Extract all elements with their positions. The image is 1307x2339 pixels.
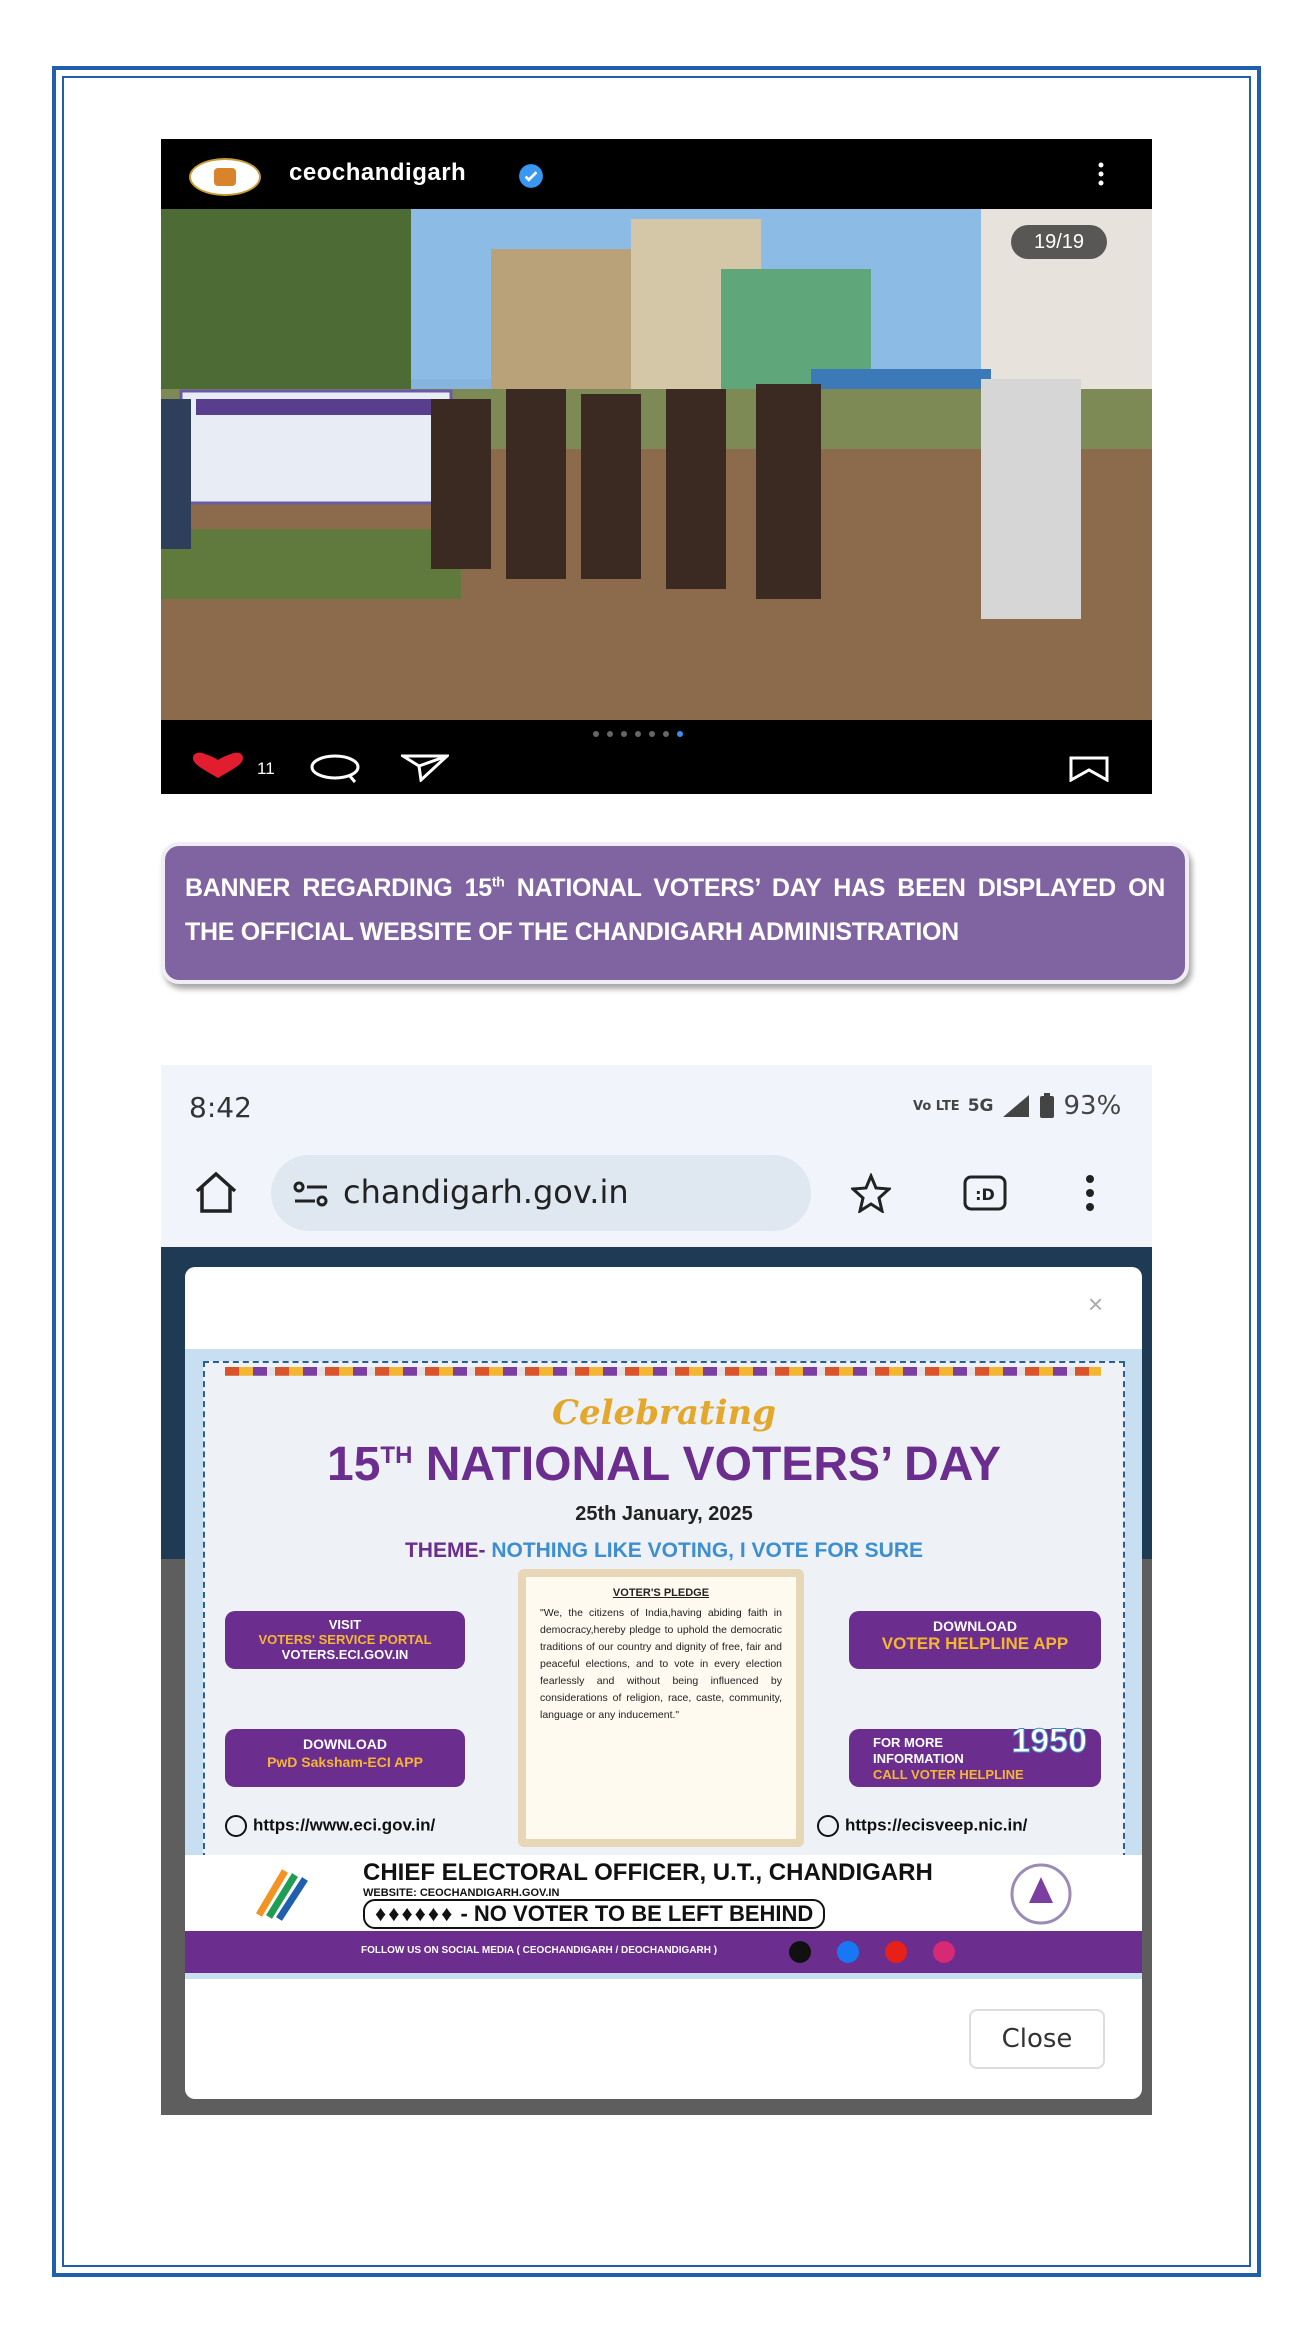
pledge-title: VOTER'S PLEDGE	[612, 1587, 710, 1599]
group-pledge-photo	[161, 209, 1152, 720]
slide-counter: 19/19	[1011, 225, 1107, 259]
instagram-post	[161, 139, 1152, 794]
eci-logo-icon	[251, 1865, 311, 1923]
voters-portal-pill: VISIT VOTERS' SERVICE PORTAL VOTERS.ECI.GOV.IN	[225, 1611, 465, 1669]
bunting-decoration	[225, 1367, 1101, 1389]
popup-modal	[185, 1267, 1142, 2099]
bookmark-star-icon[interactable]	[851, 1173, 891, 1213]
instagram-icon[interactable]	[933, 1941, 955, 1963]
share-icon[interactable]	[401, 754, 449, 782]
caption-text: BANNER REGARDING 15th NATIONAL VOTERS’ DAY HAS BEEN DISPLAYED ON THE OFFICIAL WEBSITE OF THE CHANDIGARH ADMINISTRATION	[185, 873, 1165, 946]
caption-box	[161, 842, 1189, 984]
x-icon[interactable]	[789, 1941, 811, 1963]
clock: 8:42	[189, 1091, 252, 1124]
sveep-link: https://ecisveep.nic.in/	[817, 1815, 1027, 1837]
voters-pledge-box	[518, 1569, 804, 1847]
voter-helpline-app-pill: DOWNLOAD VOTER HELPLINE APP	[849, 1611, 1101, 1669]
status-bar	[161, 1065, 1152, 1155]
voters-day-banner	[185, 1349, 1142, 1979]
network-type: 5G	[967, 1096, 994, 1116]
banner-title: 15TH NATIONAL VOTERS’ DAY	[327, 1438, 1001, 1491]
social-strip	[185, 1931, 1142, 1973]
facebook-icon[interactable]	[837, 1941, 859, 1963]
slogan: ♦♦♦♦♦♦ - NO VOTER TO BE LEFT BEHIND	[363, 1899, 825, 1929]
pledge-text: "We, the citizens of India,having abiding faith in democracy,hereby pledge to uphold the democratic traditions of our country and dignity of free, fair and peaceful elections, and to vote in every election fearlessly and without being influenced by considerations of religion, race, caste, community, language or any inducement."	[540, 1607, 782, 1721]
globe-icon	[817, 1815, 839, 1837]
like-count: 11	[257, 759, 275, 778]
banner-date: 25th January, 2025	[575, 1503, 753, 1525]
tab-switcher-icon[interactable]	[963, 1175, 1007, 1211]
status-icons	[913, 1091, 1121, 1121]
helpline-1950-pill: FOR MORE INFORMATION CALL VOTER HELPLINE 1950	[849, 1729, 1101, 1787]
battery-icon	[1039, 1093, 1055, 1119]
url-text: chandigarh.gov.in	[343, 1173, 629, 1211]
more-options-icon[interactable]	[1091, 159, 1111, 189]
eci-link: https://www.eci.gov.in/	[225, 1815, 435, 1837]
youtube-icon[interactable]	[885, 1941, 907, 1963]
post-header	[161, 139, 1152, 209]
battery-level: 93%	[1063, 1091, 1122, 1121]
ceo-title: CHIEF ELECTORAL OFFICER, U.T., CHANDIGARH	[363, 1859, 933, 1886]
svg-text::D: :D	[975, 1185, 995, 1204]
browser-menu-icon[interactable]	[1083, 1173, 1097, 1213]
browser-toolbar	[161, 1155, 1152, 1245]
verified-badge-icon	[518, 163, 544, 189]
close-button[interactable]: Close	[969, 2009, 1105, 2069]
comment-icon[interactable]	[309, 754, 361, 784]
banner-frame	[203, 1361, 1125, 1859]
banner-theme: THEME- NOTHING LIKE VOTING, I VOTE FOR SURE	[404, 1539, 924, 1562]
modal-close-x[interactable]: ×	[1088, 1289, 1104, 1319]
helpline-number: 1950	[1011, 1722, 1087, 1760]
bookmark-icon[interactable]	[1069, 756, 1109, 782]
address-bar[interactable]	[271, 1155, 811, 1231]
banner-celebrating: Celebrating	[551, 1393, 777, 1433]
pwd-app-pill: DOWNLOAD PwD Saksham-ECI APP	[225, 1729, 465, 1787]
ceo-website: WEBSITE: CEOCHANDIGARH.GOV.IN	[363, 1887, 560, 1899]
social-text: FOLLOW US ON SOCIAL MEDIA ( CEOCHANDIGARH / DEOCHANDIGARH )	[361, 1945, 718, 1956]
globe-icon	[225, 1815, 247, 1837]
site-settings-icon[interactable]	[293, 1181, 329, 1207]
post-actions	[161, 720, 1152, 794]
signal-icon	[1001, 1093, 1031, 1119]
voters-day-emblem-icon	[1009, 1863, 1073, 1925]
profile-avatar[interactable]	[189, 158, 261, 196]
heart-icon[interactable]	[191, 752, 245, 778]
username[interactable]: ceochandigarh	[289, 159, 467, 186]
volte-indicator: Vo LTE	[913, 1098, 960, 1114]
phone-screenshot	[161, 1065, 1152, 2115]
ceo-strip	[185, 1855, 1142, 1931]
home-icon[interactable]	[193, 1171, 239, 1215]
post-photo[interactable]	[161, 209, 1152, 720]
